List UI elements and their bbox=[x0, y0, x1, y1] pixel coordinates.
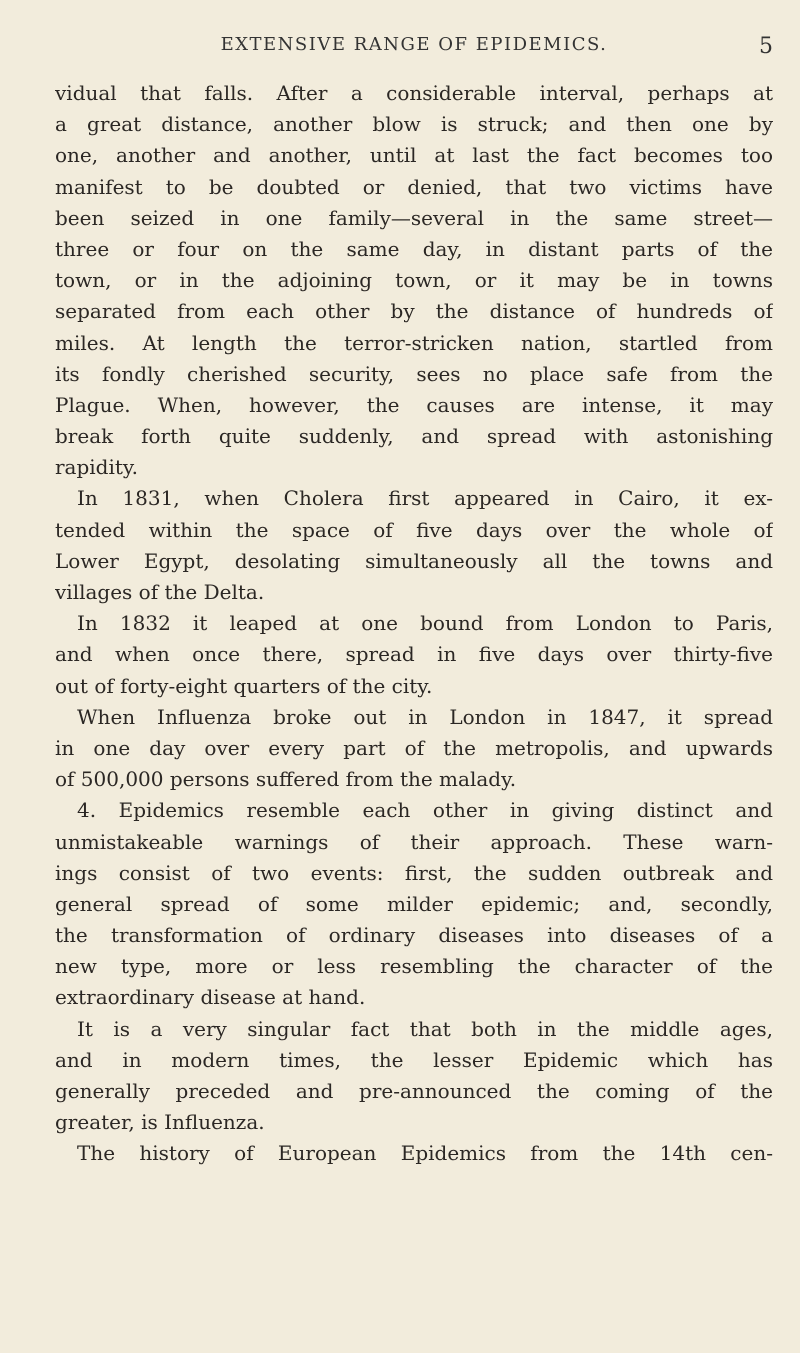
text-line: Lower Egypt, desolating simultaneously all the towns and bbox=[55, 548, 773, 573]
text-line: in one day over every part of the metropolis, and upwards bbox=[55, 735, 773, 760]
text-line: the transformation of ordinary diseases into diseases of a bbox=[55, 923, 773, 948]
text-line: tended within the space of five days over the whole of bbox=[55, 517, 773, 542]
text-line: miles. At length the terror-stricken nation, startled from bbox=[55, 330, 773, 355]
text-line: villages of the Delta. bbox=[55, 580, 265, 604]
text-line: ings consist of two events: first, the sudden outbreak and bbox=[55, 860, 773, 885]
text-line: generally preceded and pre-announced the coming of the bbox=[55, 1079, 773, 1103]
text-line: general spread of some milder epidemic; and, secondly, bbox=[55, 891, 773, 916]
text-line: greater, is Influenza. bbox=[55, 1110, 265, 1135]
text-line: one, another and another, until at last the fact becomes too bbox=[55, 143, 773, 168]
text-line: unmistakeable warnings of their approach. These warn- bbox=[55, 829, 773, 854]
text-line: rapidity. bbox=[55, 455, 138, 480]
text-line: of 500,000 persons suffered from the malady. bbox=[55, 767, 517, 792]
text-line: In 1832 it leaped at one bound from London to Paris, bbox=[77, 611, 773, 636]
text-line: In 1831, when Cholera first appeared in Cairo, it ex- bbox=[77, 486, 773, 511]
text-line: When Influenza broke out in London in 1847, it spread bbox=[77, 704, 773, 729]
text-line: The history of European Epidemics from the 14th cen- bbox=[77, 1141, 773, 1166]
running-head: EXTENSIVE RANGE OF EPIDEMICS. bbox=[220, 34, 608, 55]
text-line: separated from each other by the distance of hundreds of bbox=[55, 299, 773, 324]
text-line: It is a very singular fact that both in the middle ages, bbox=[77, 1016, 773, 1041]
body-text bbox=[55, 78, 773, 1170]
text-line: town, or in the adjoining town, or it may be in towns bbox=[55, 268, 773, 293]
text-line: a great distance, another blow is struck; and then one by bbox=[55, 112, 773, 137]
text-line: vidual that falls. After a considerable interval, perhaps at bbox=[55, 81, 773, 105]
text-line: and when once there, spread in five days over thirty-five bbox=[55, 642, 773, 667]
text-line: 4. Epidemics resemble each other in giving distinct and bbox=[77, 798, 773, 823]
text-line: break forth quite suddenly, and spread with astonishing bbox=[55, 424, 773, 449]
page-header bbox=[55, 34, 773, 64]
text-line: extraordinary disease at hand. bbox=[55, 985, 366, 1010]
text-line: Plague. When, however, the causes are intense, it may bbox=[55, 392, 773, 417]
text-line: been seized in one family—several in the same street— bbox=[55, 205, 773, 230]
text-line: and in modern times, the lesser Epidemic which has bbox=[55, 1047, 773, 1072]
text-line: new type, more or less resembling the character of the bbox=[55, 954, 773, 979]
text-line: its fondly cherished security, sees no place safe from the bbox=[55, 361, 773, 386]
text-line: manifest to be doubted or denied, that two victims have bbox=[55, 174, 773, 199]
page-number: 5 bbox=[759, 34, 773, 59]
text-line: out of forty-eight quarters of the city. bbox=[55, 673, 433, 698]
text-line: three or four on the same day, in distant parts of the bbox=[55, 236, 773, 261]
